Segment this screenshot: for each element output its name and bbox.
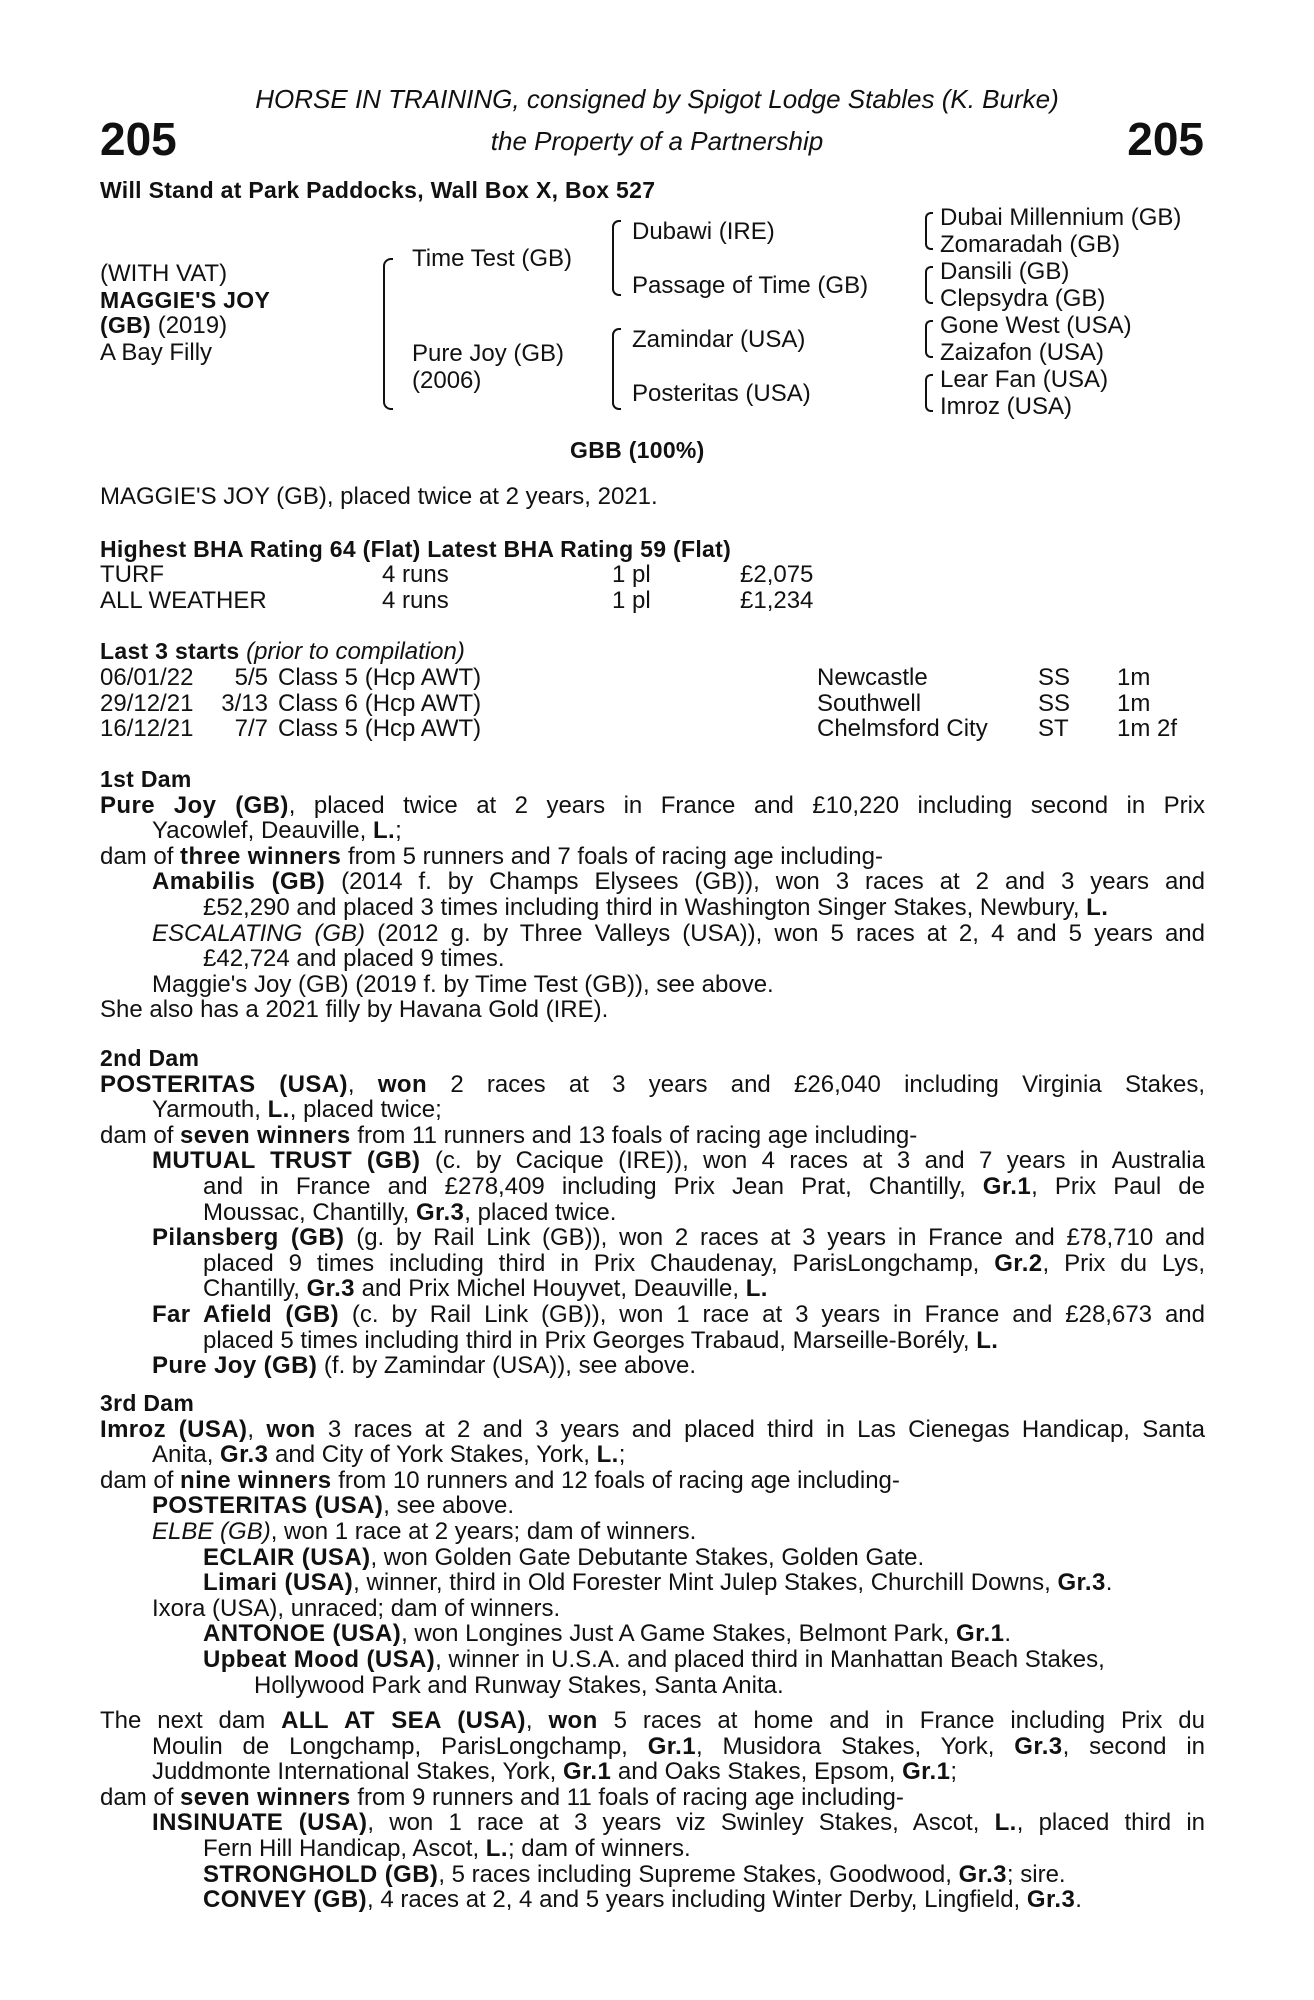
runs-cell: 4 runs <box>382 561 449 588</box>
course-cell: Chelmsford City <box>817 715 988 743</box>
class-cell: Class 6 (Hcp AWT) <box>278 689 482 717</box>
pedigree-brace-dam <box>612 328 621 410</box>
pedigree-brace-g3-4 <box>925 374 933 412</box>
text-line: Ixora (USA), unraced; dam of winners. <box>152 1594 561 1622</box>
text-line: and in France and £278,409 including Prix Jean Prat, Chantilly, Gr.1, Prix Paul de <box>203 1172 1205 1200</box>
pedigree-brace-main <box>383 258 393 410</box>
prize-cell: £2,075 <box>740 561 814 588</box>
text-line: ANTONOE (USA), won Longines Just A Game Stakes, Belmont Park, Gr.1. <box>203 1620 1012 1648</box>
text-line: STRONGHOLD (GB), 5 races including Supreme Stakes, Goodwood, Gr.3; sire. <box>203 1860 1066 1888</box>
ratings-table <box>100 562 813 613</box>
table-row <box>100 665 1177 691</box>
pedigree-g3-3: Dansili (GB) <box>940 258 1070 285</box>
text-line: POSTERITAS (USA), see above. <box>152 1492 515 1520</box>
text-line: placed 9 times including third in Prix Chaudenay, ParisLongchamp, Gr.2, Prix du Lys, <box>203 1249 1205 1277</box>
position-cell: 5/5 <box>234 664 268 691</box>
breeding-percentage: GBB (100%) <box>570 437 705 463</box>
class-cell: Class 5 (Hcp AWT) <box>278 664 482 691</box>
distance-cell: 1m 2f <box>1117 715 1178 743</box>
vat-note: (WITH VAT) <box>100 260 228 287</box>
third-dam-heading: 3rd Dam <box>100 1390 195 1416</box>
pedigree-g3-4: Clepsydra (GB) <box>940 285 1106 312</box>
position-cell: 7/7 <box>234 715 268 743</box>
runs-cell: 4 runs <box>382 586 449 614</box>
pedigree-g2-4: Posteritas (USA) <box>632 380 811 407</box>
date-cell: 06/01/22 <box>100 664 194 691</box>
pedigree-g2-3: Zamindar (USA) <box>632 326 806 353</box>
pedigree-sire: Time Test (GB) <box>412 245 573 272</box>
pedigree-brace-g3-2 <box>925 266 933 304</box>
text-line: £52,290 and placed 3 times including third in Washington Singer Stakes, Newbury, L. <box>203 893 1109 921</box>
next-dam-section <box>100 1708 1205 1913</box>
consignment-title: HORSE IN TRAINING, consigned by Spigot Lodge Stables (K. Burke) <box>255 84 1059 114</box>
position-cell: 3/13 <box>221 689 268 717</box>
text-line: CONVEY (GB), 4 races at 2, 4 and 5 years including Winter Derby, Lingfield, Gr.3. <box>203 1886 1082 1914</box>
race-summary: MAGGIE'S JOY (GB), placed twice at 2 years, 2021. <box>100 483 658 510</box>
text-line: ESCALATING (GB) (2012 g. by Three Valleys (USA)), won 5 races at 2, 4 and 5 years and <box>152 919 1205 947</box>
date-cell: 16/12/21 <box>100 715 194 743</box>
pedigree-g3-5: Gone West (USA) <box>940 312 1132 339</box>
first-dam-section <box>100 767 1205 1023</box>
table-row <box>100 691 1177 717</box>
horse-name: MAGGIE'S JOY <box>100 287 271 313</box>
first-dam-heading: 1st Dam <box>100 766 192 792</box>
text-line: Pure Joy (GB) (f. by Zamindar (USA)), see above. <box>152 1352 697 1380</box>
last-starts-heading: Last 3 starts (prior to compilation) <box>100 638 465 665</box>
surface-cell: TURF <box>100 561 164 588</box>
text-line: ELBE (GB), won 1 race at 2 years; dam of winners. <box>152 1517 697 1545</box>
lot-number-right: 205 <box>1127 113 1204 165</box>
distance-cell: 1m <box>1117 664 1151 691</box>
third-dam-section <box>100 1391 1205 1698</box>
prize-cell: £1,234 <box>740 586 814 614</box>
text-line: Upbeat Mood (USA), winner in U.S.A. and placed third in Manhattan Beach Stakes, <box>203 1645 1105 1673</box>
text-line: Moulin de Longchamp, ParisLongchamp, Gr.1, Musidora Stakes, York, Gr.3, second in <box>152 1732 1206 1760</box>
table-row <box>100 562 813 588</box>
text-line: Moussac, Chantilly, Gr.3, placed twice. <box>203 1198 617 1226</box>
pedigree-dam-year: (2006) <box>412 367 482 394</box>
text-line: Pure Joy (GB), placed twice at 2 years in France and £10,220 including second in Prix <box>100 791 1205 819</box>
pedigree-g2-1: Dubawi (IRE) <box>632 218 775 245</box>
text-line: POSTERITAS (USA), won 2 races at 3 years and £26,040 including Virginia Stakes, <box>100 1070 1205 1098</box>
course-cell: Southwell <box>817 689 922 717</box>
text-line: Imroz (USA), won 3 races at 2 and 3 years and placed third in Las Cienegas Handicap, Santa <box>100 1415 1206 1443</box>
pedigree-g3-1: Dubai Millennium (GB) <box>940 204 1182 231</box>
pedigree-brace-g3-1 <box>925 212 933 250</box>
text-line: The next dam ALL AT SEA (USA), won 5 races at home and in France including Prix du <box>100 1707 1205 1734</box>
date-cell: 29/12/21 <box>100 689 194 717</box>
text-line: INSINUATE (USA), won 1 race at 3 years viz Swinley Stakes, Ascot, L., placed third in <box>152 1809 1206 1837</box>
text-line: Maggie's Joy (GB) (2019 f. by Time Test (GB)), see above. <box>152 970 774 998</box>
text-line: Far Afield (GB) (c. by Rail Link (GB)), won 1 race at 3 years in France and £28,673 and <box>152 1300 1205 1328</box>
going-cell: SS <box>1038 689 1071 717</box>
lot-number-left: 205 <box>100 113 177 165</box>
table-row <box>100 716 1177 742</box>
text-line: Juddmonte International Stakes, York, Gr.1 and Oaks Stakes, Epsom, Gr.1; <box>152 1758 958 1786</box>
pedigree-g3-6: Zaizafon (USA) <box>940 339 1105 366</box>
text-line: She also has a 2021 filly by Havana Gold (IRE). <box>100 996 609 1024</box>
text-line: dam of seven winners from 9 runners and 11 foals of racing age including- <box>100 1783 904 1811</box>
text-line: dam of seven winners from 11 runners and 13 foals of racing age including- <box>100 1121 918 1149</box>
text-line: Anita, Gr.3 and City of York Stakes, York, L.; <box>152 1441 626 1469</box>
pedigree-brace-g3-3 <box>925 320 933 358</box>
pedigree-g3-7: Lear Fan (USA) <box>940 366 1109 393</box>
stand-location: Will Stand at Park Paddocks, Wall Box X, Box 527 <box>100 177 656 203</box>
last-starts-table <box>100 665 1177 742</box>
text-line: Yacowlef, Deauville, L.; <box>152 817 402 845</box>
text-line: placed 5 times including third in Prix Georges Trabaud, Marseille-Borély, L. <box>203 1326 999 1354</box>
bha-ratings: Highest BHA Rating 64 (Flat) Latest BHA Rating 59 (Flat) <box>100 536 732 562</box>
pedigree-brace-sire <box>612 220 621 296</box>
text-line: Hollywood Park and Runway Stakes, Santa Anita. <box>254 1671 784 1699</box>
pedigree-dam: Pure Joy (GB) <box>412 340 565 367</box>
second-dam-heading: 2nd Dam <box>100 1045 200 1071</box>
text-line: Yarmouth, L., placed twice; <box>152 1096 442 1124</box>
distance-cell: 1m <box>1117 689 1151 717</box>
pedigree-g2-2: Passage of Time (GB) <box>632 272 869 299</box>
text-line: Pilansberg (GB) (g. by Rail Link (GB)), won 2 races at 3 years in France and £78,710 and <box>152 1224 1206 1252</box>
text-line: Limari (USA), winner, third in Old Forester Mint Julep Stakes, Churchill Downs, Gr.3. <box>203 1569 1113 1597</box>
text-line: dam of three winners from 5 runners and 7 foals of racing age including- <box>100 842 883 870</box>
surface-cell: ALL WEATHER <box>100 586 267 614</box>
table-row <box>100 588 813 614</box>
second-dam-section <box>100 1046 1205 1379</box>
horse-description: A Bay Filly <box>100 339 213 366</box>
property-subtitle: the Property of a Partnership <box>490 126 824 156</box>
placed-cell: 1 pl <box>612 586 651 614</box>
text-line: dam of nine winners from 10 runners and 12 foals of racing age including- <box>100 1466 900 1494</box>
placed-cell: 1 pl <box>612 561 651 588</box>
text-line: ECLAIR (USA), won Golden Gate Debutante Stakes, Golden Gate. <box>203 1543 925 1571</box>
text-line: Fern Hill Handicap, Ascot, L.; dam of winners. <box>203 1834 691 1862</box>
text-line: MUTUAL TRUST (GB) (c. by Cacique (IRE)), won 4 races at 3 and 7 years in Australia <box>152 1147 1205 1175</box>
pedigree-g3-8: Imroz (USA) <box>940 393 1072 420</box>
course-cell: Newcastle <box>817 664 928 691</box>
text-line: Amabilis (GB) (2014 f. by Champs Elysees (GB)), won 3 races at 2 and 3 years and <box>152 868 1205 896</box>
class-cell: Class 5 (Hcp AWT) <box>278 715 482 743</box>
pedigree-g3-2: Zomaradah (GB) <box>940 231 1121 258</box>
going-cell: SS <box>1038 664 1071 691</box>
horse-origin-year: (GB) (2019) <box>100 312 228 339</box>
text-line: £42,724 and placed 9 times. <box>203 945 505 973</box>
going-cell: ST <box>1038 715 1069 743</box>
text-line: Chantilly, Gr.3 and Prix Michel Houyvet, Deauville, L. <box>203 1275 768 1303</box>
